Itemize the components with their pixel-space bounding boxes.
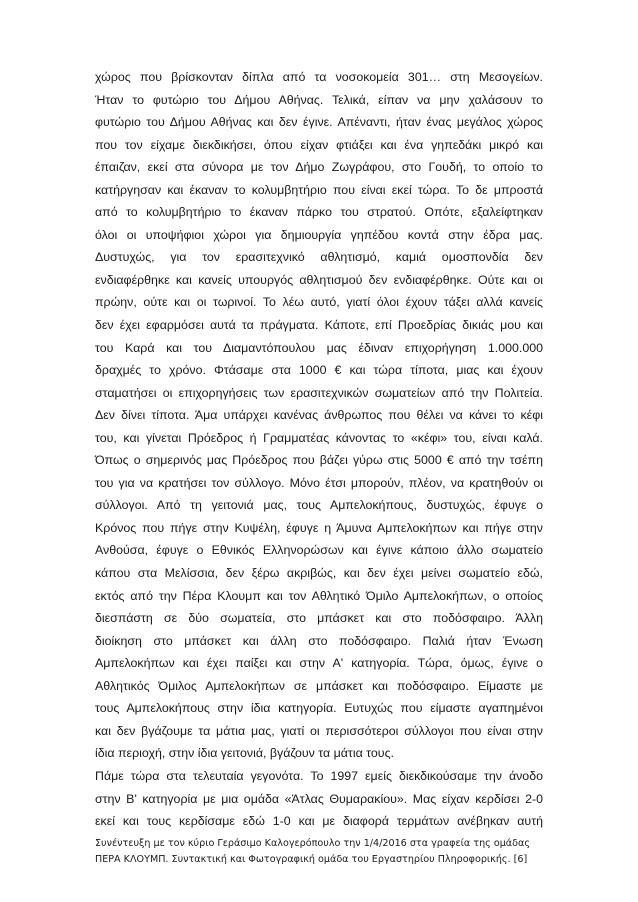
text-line: Ήταν το φυτώριο του Δήμου Αθήνας. Τελικά, είπαν να μην χαλάσουν το — [95, 92, 543, 107]
text-line: από το κολυμβητήριο το έκαναν πάρκο του στρατού. Οπότε, εξαλείφτηκαν — [95, 205, 543, 220]
text-line: του, και γίνεται Πρόεδρος ή Γραμματέας κάνοντας το «κέφι» του, είναι καλά. — [95, 430, 543, 445]
body-text — [95, 66, 543, 833]
text-line: Αμπελοκήπων και έχει παίξει και στην Α' κατηγορία. Τώρα, όμως, έγινε ο — [95, 656, 543, 671]
text-line: και δεν βγάζουμε τα μάτια μας, γιατί οι περισσότεροι σύλλογοι που είναι στην — [95, 723, 543, 738]
text-line: Κρόνος που πήγε στην Κυψέλη, έφυγε η Άμυνα Αμπελοκήπων και πήγε στην — [95, 520, 543, 535]
text-line: κατήργησαν και έκαναν το κολυμβητήριο που είναι εκεί τώρα. Το δε μπροστά — [95, 182, 543, 197]
text-line: διεσπάστη σε δύο σωματεία, στο μπάσκετ και στο ποδόσφαιρο. Άλλη — [95, 611, 543, 626]
text-line: διοίκηση στο μπάσκετ και άλλη στο ποδόσφαιρο. Παλιά ήταν Ένωση — [95, 633, 543, 648]
text-line: δεν έχει εφαρμόσει αυτά τα πράγματα. Κάποτε, επί Προεδρίας δικιάς μου και — [95, 318, 543, 333]
text-line: Πάμε τώρα στα τελευταία γεγονότα. Το 1997 εμείς διεκδικούσαμε την άνοδο — [95, 768, 543, 783]
text-line: ίδια περιοχή, στην ίδια γειτονιά, βγάζουν τα μάτια τους. — [95, 746, 394, 761]
text-line: χώρος που βρίσκονταν δίπλα από τα νοσοκομεία 301… στη Μεσογείων. — [95, 70, 543, 84]
text-line: σταματήσει οι επιχορηγήσεις των ερασιτεχνικών σωματείων από την Πολιτεία. — [95, 385, 543, 400]
text-line: τους Αμπελοκήπους στην ίδια κατηγορία. Ευτυχώς που είμαστε αγαπημένοι — [95, 701, 543, 716]
page-footer — [95, 836, 545, 868]
text-line: Δυστυχώς, για τον ερασιτεχνικό αθλητισμό, καμιά ομοσπονδία δεν — [95, 250, 543, 265]
text-line: εκεί και τους κερδίσαμε εδώ 1-0 και με διαφορά τερμάτων ανέβηκαν αυτή — [95, 814, 543, 829]
footer-line: Συνέντευξη με τον κύριο Γεράσιμο Καλογερόπουλο την 1/4/2016 στα γραφεία της ομάδας — [95, 838, 530, 849]
text-line: όλοι οι υποψήφιοι χώροι για δημιουργία γηπέδου κοντά στην έδρα μας. — [95, 227, 543, 242]
text-line: στην Β' κατηγορία με μια ομάδα «Άτλας Θυμαρακίου». Μας είχαν κερδίσει 2-0 — [95, 791, 543, 806]
text-line: Ανθούσα, έφυγε ο Εθνικός Ελληνορώσων και έγινε κάποιο άλλο σωματείο — [95, 543, 543, 558]
text-line: που τον είχαμε διεκδικήσει, όπου είχαν φτιάξει και ένα γηπεδάκι μικρό και — [95, 137, 543, 152]
text-line: δραχμές το χρόνο. Φτάσαμε στα 1000 € και τώρα τίποτα, μιας και έχουν — [95, 363, 543, 378]
text-line: σύλλογοι. Από τη γειτονιά μας, τους Αμπελοκήπους, δυστυχώς, έφυγε ο — [95, 498, 543, 513]
text-line: Όπως ο σημερινός μας Πρόεδρος που βάζει γύρω στις 5000 € από την τσέπη — [95, 453, 543, 468]
text-line: εκτός από την Πέρα Κλουμπ και τον Αθλητικό Όμιλο Αμπελοκήπων, ο οποίος — [95, 588, 543, 603]
text-line: κάπου στα Μελίσσια, δεν ξέρω ακριβώς, και δεν έχει μείνει σωματείο εδώ, — [95, 566, 543, 581]
text-line: του Καρά και του Διαμαντόπουλου μας έδιναν επιχορήγηση 1.000.000 — [95, 340, 543, 355]
text-line: Δεν δίνει τίποτα. Άμα υπάρχει κανένας άνθρωπος που θέλει να κάνει το κέφι — [95, 408, 543, 423]
text-line: ενδιαφέρθηκε και κανείς υπουργός αθλητισμού δεν ενδιαφέρθηκε. Ούτε και οι — [95, 272, 543, 287]
text-line: του για να κρατήσει τον σύλλογο. Μόνο έτσι μπορούν, πλέον, να κρατηθούν οι — [95, 475, 543, 490]
text-line: πρώην, ούτε και οι τωρινοί. Το λέω αυτό, γιατί όλοι έχουν τάξει αλλά κανείς — [95, 295, 543, 310]
text-line: Αθλητικός Όμιλος Αμπελοκήπων σε μπάσκετ και ποδόσφαιρο. Είμαστε με — [95, 678, 543, 693]
text-line: έπαιζαν, εκεί στα σύνορα με τον Δήμο Ζωγράφου, στο Γουδή, το οποίο το — [95, 160, 543, 175]
footer-line: ΠΕΡΑ ΚΛΟΥΜΠ. Συντακτική και Φωτογραφική ομάδα του Εργαστηρίου Πληροφορικής. [6] — [95, 854, 528, 865]
text-line: φυτώριο του Δήμου Αθήνας και δεν έγινε. Απέναντι, ήταν ένας μεγάλος χώρος — [95, 115, 543, 130]
